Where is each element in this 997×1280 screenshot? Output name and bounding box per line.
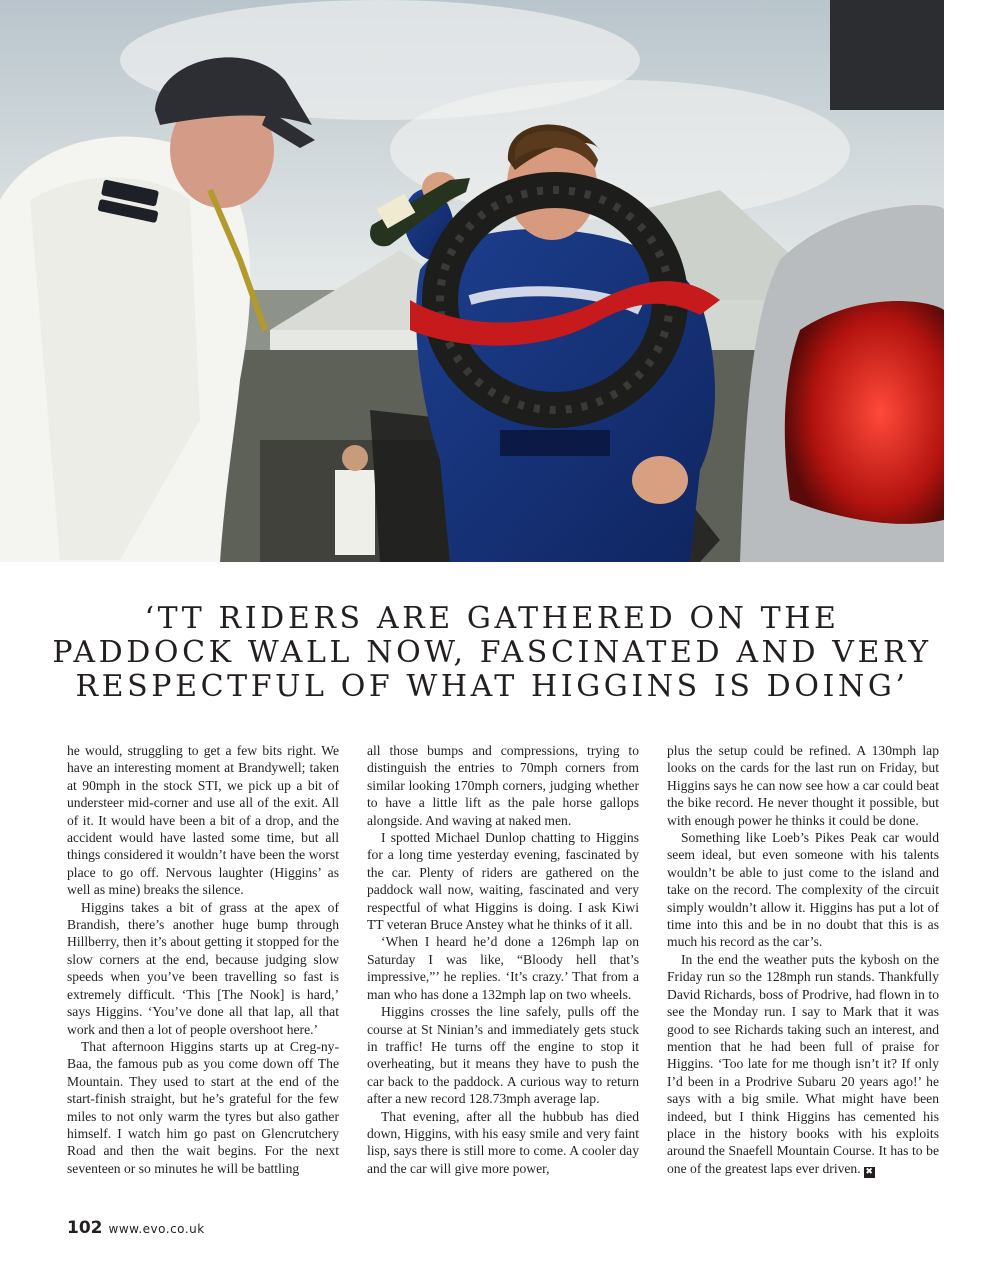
article-paragraph: That evening, after all the hubbub has died down, Higgins, with his easy smile and very faint lisp, says there is still more to come. A cooler day and the car will give more power, [367,1108,639,1176]
pull-quote [40,602,944,704]
article-paragraph: plus the setup could be refined. A 130mph lap looks on the cards for the last run on Friday, but Higgins says he can now see how a car could beat the bike record. He never thought it possible, but with enough power he thinks it could be done. [667,743,939,828]
hero-photo [0,0,944,562]
article-paragraph: all those bumps and compressions, trying to distinguish the entries to 70mph corners from similar looking 170mph corners, judging whether to have a little lift as the pale horse gallops alongside. And waving at naked men. [367,743,639,828]
article-paragraph: he would, struggling to get a few bits right. We have an interesting moment at Brandywell; taken at 90mph in the stock STI, we pick up a bit of understeer mid-corner and use all of the exit. All of it. It would have been a bit of a drop, and the accident would have lasted some time, but all things considered it wouldn’t have been the worst place to go off. Nervous laughter (Higgins’ as well as mine) breaks the silence. [67,743,339,898]
page-number: 102 [67,1218,103,1238]
page-footer [67,1218,205,1238]
article-paragraph: That afternoon Higgins starts up at Creg-ny-Baa, the famous pub as you come down off The Mountain. They used to start at the end of the start-finish straight, but he’s grateful for the few miles to not only warm the tyres but also gather himself. I watch him go past on Glencrutchery Road and then the wait begins. For the next seventeen or so minutes he will be battling [67,1038,339,1176]
pull-quote-line: PADDOCK WALL NOW, FASCINATED AND VERY [52,635,932,670]
article-paragraph-text: In the end the weather puts the kybosh on the Friday run so the 128mph run stands. Thankfully David Richards, boss of Prodrive, had flown in to see the Monday run. I say to Mark that it was good to see Richards taking such an interest, and mention that he had been full of praise for Higgins. ‘Too late for me though isn’t it? If only I’d been in a Prodrive Subaru 20 years ago!’ he says with a big smile. What might have been indeed, but I think Higgins has cemented his place in the history books with his exploits around the Snaefell Mountain Course. It has to be one of the greatest laps ever driven. [667,951,939,1176]
article-column-3 [667,742,939,1178]
article-paragraph: I spotted Michael Dunlop chatting to Higgins for a long time yesterday evening, fascinated by the car. Plenty of riders are gathered on the paddock wall now, waiting, fascinated and very respectful of what Higgins is doing. I ask Kiwi TT veteran Bruce Anstey what he thinks of it all. [367,830,639,933]
end-of-article-icon: ✖ [865,1166,873,1177]
article-paragraph: Something like Loeb’s Pikes Peak car would seem ideal, but even someone with his talents wouldn’t be able to just come to the island and take on the record. The complexity of the circuit simply wouldn’t allow it. Higgins has put a lot of time into this and be in no doubt that this is as much his record as the car’s. [667,830,939,950]
article-column-2 [367,742,639,1178]
article-paragraph-final [667,951,939,1178]
article-column-1 [67,742,339,1178]
article-paragraph: ‘When I heard he’d done a 126mph lap on Saturday I was like, “Bloody hell that’s impressive,”’ he replies. ‘It’s crazy.’ That from a man who has done a 132mph lap on two wheels. [367,934,639,1002]
pull-quote-line: RESPECTFUL OF WHAT HIGGINS IS DOING’ [75,669,909,704]
site-url: www.evo.co.uk [108,1222,205,1236]
pull-quote-line: ‘TT RIDERS ARE GATHERED ON THE [144,601,840,636]
article-body [67,742,939,1178]
hero-photo-illustration [0,0,944,562]
article-paragraph: Higgins crosses the line safely, pulls off the course at St Ninian’s and immediately gets stuck in traffic! He turns off the engine to stop it overheating, but it means they have to push the car back to the paddock. A curious way to return after a new record 128.73mph average lap. [367,1004,639,1107]
article-paragraph: Higgins takes a bit of grass at the apex of Brandish, there’s another huge bump through Hillberry, then it’s about getting it stopped for the slow corners at the end, because judging slow speeds when you’ve been travelling so fast is extremely difficult. ‘This [The Nook] is hard,’ says Higgins. ‘You’ve done all that lap, all that work and then a lot of people overshoot here.’ [67,899,339,1037]
